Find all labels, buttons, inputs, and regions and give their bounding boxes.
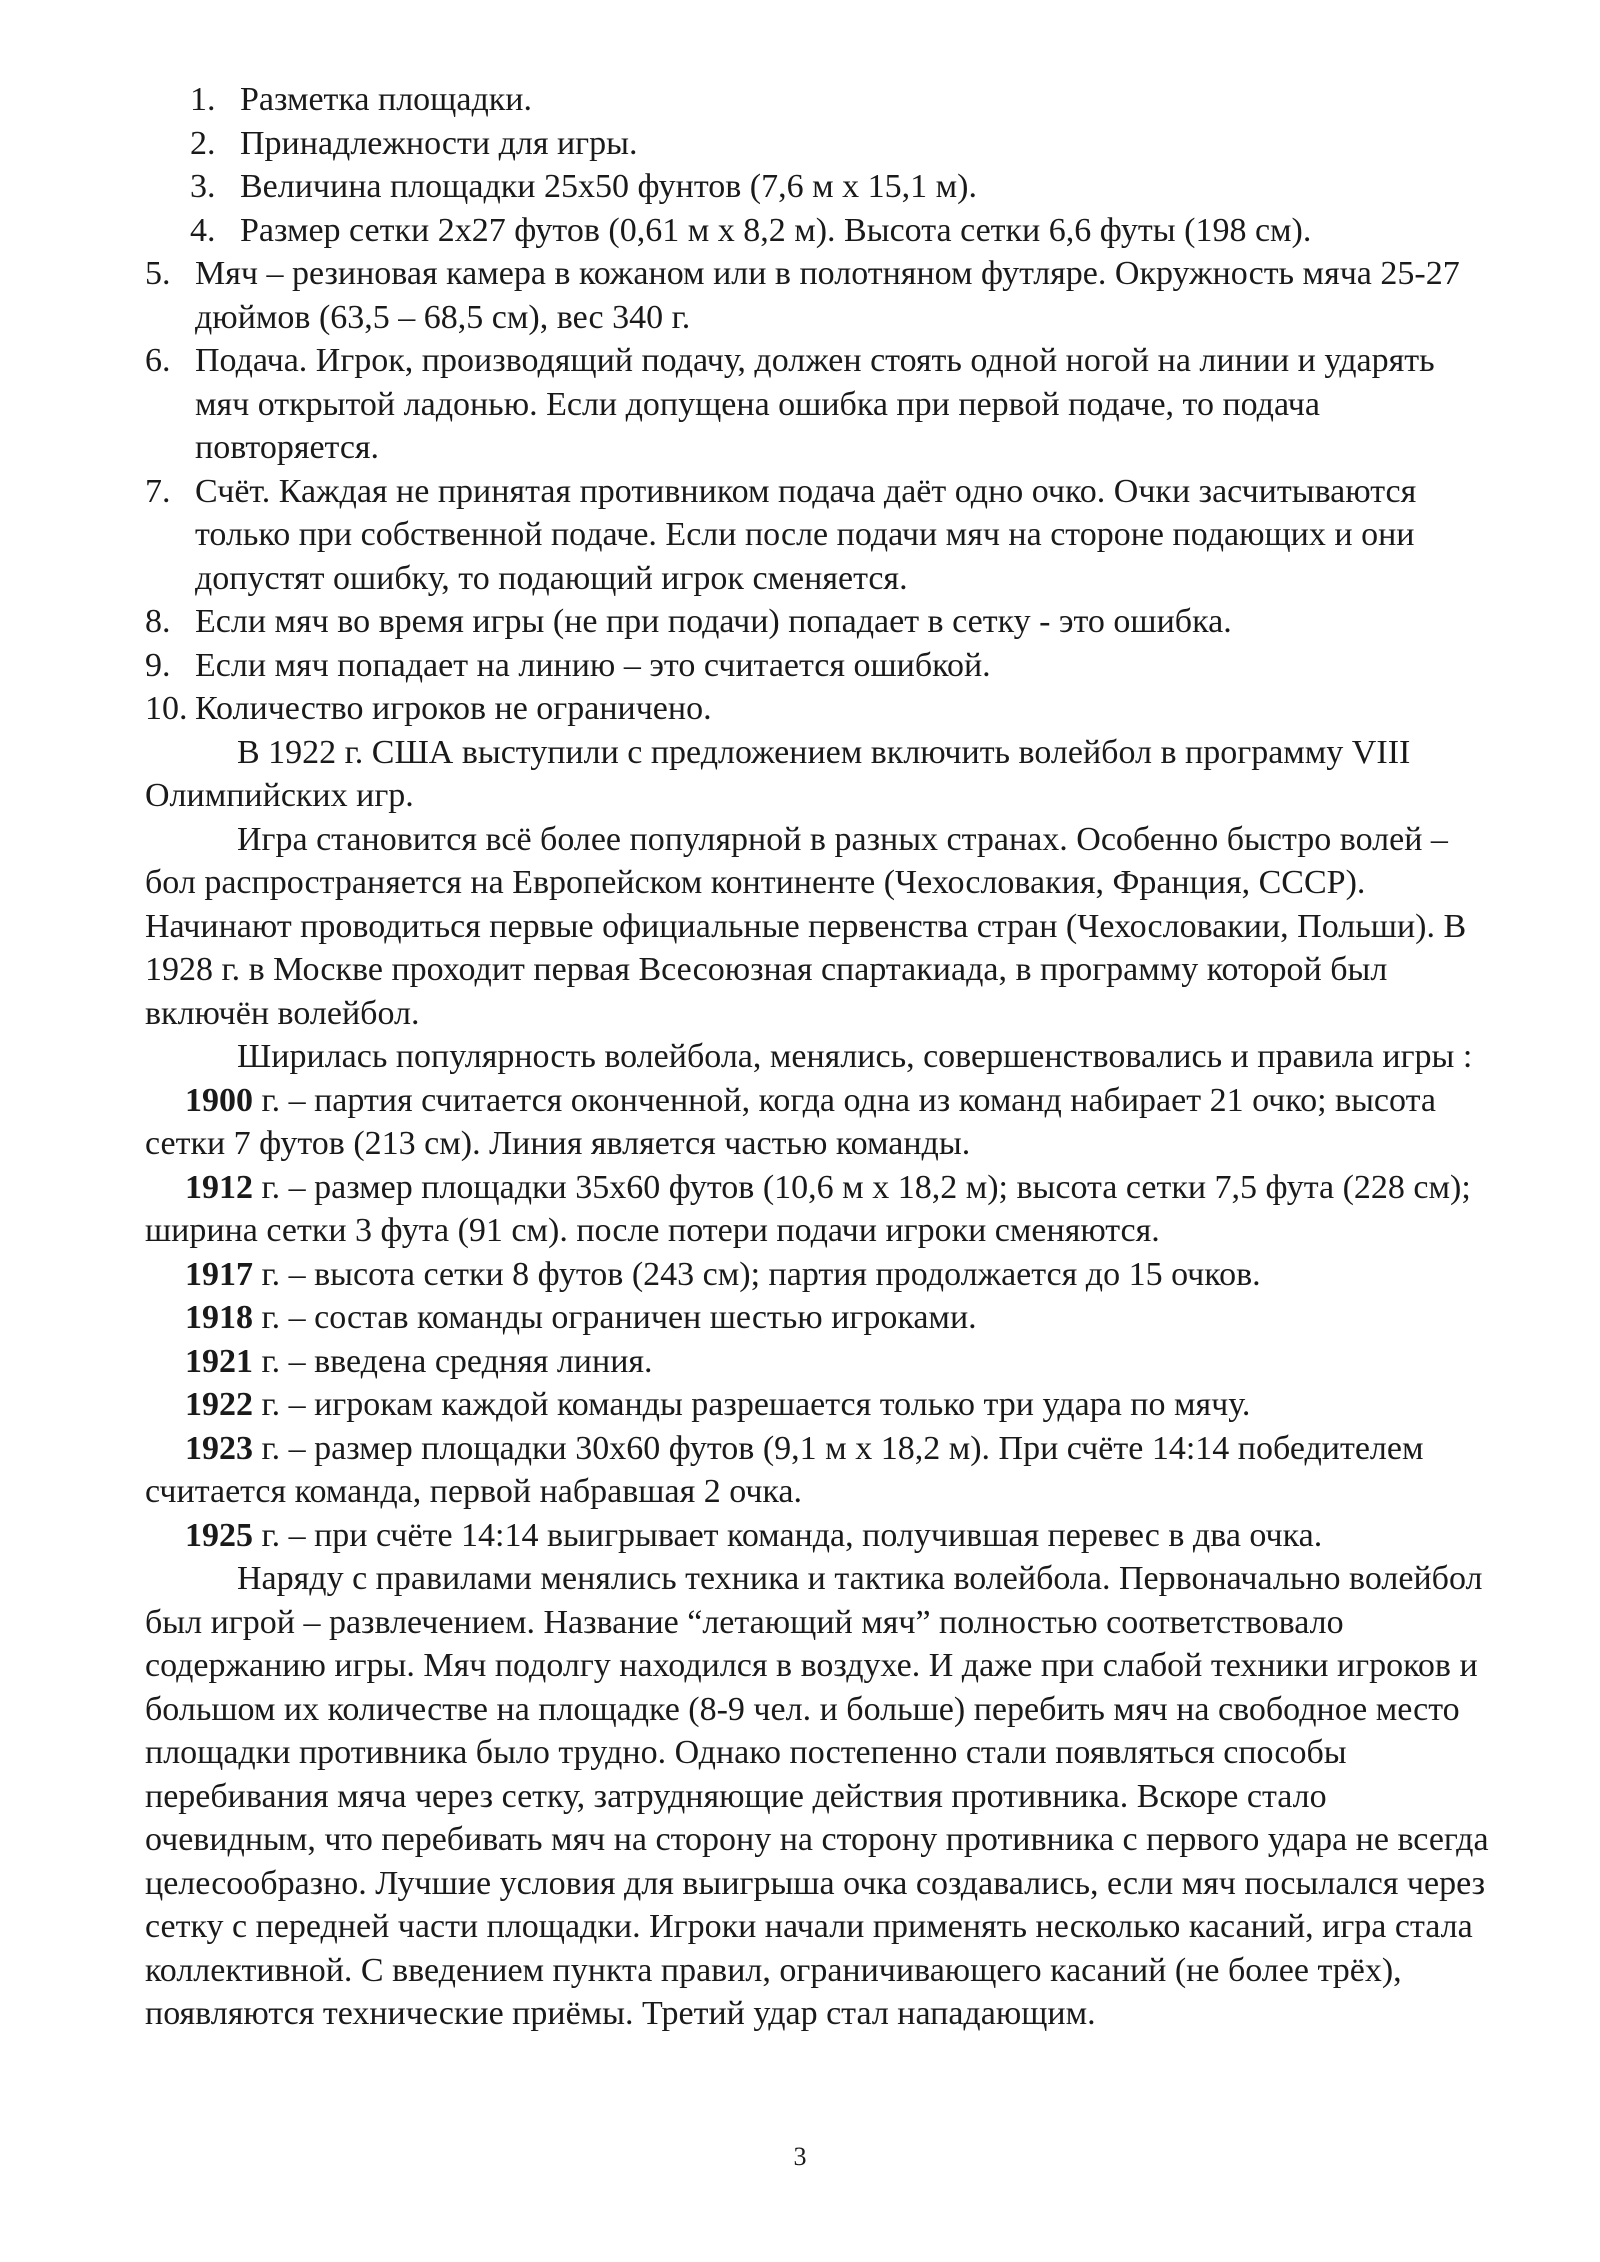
list-item (145, 252, 1490, 339)
list-item (145, 165, 1490, 209)
timeline-text: г. – игрокам каждой команды разрешается только три удара по мячу. (253, 1386, 1251, 1423)
timeline-text: г. – партия считается оконченной, когда одна из команд набирает 21 очко; высота сетки 7 футов (213 см). Линия является частью команды. (145, 1081, 1436, 1162)
list-item-text: Разметка площадки. (240, 81, 532, 118)
list-item-number: 1. (190, 81, 216, 118)
list-item-number: 7. (145, 472, 171, 510)
page-number: 3 (793, 2142, 807, 2171)
timeline-year: 1925 (185, 1516, 253, 1554)
list-item-number: 4. (190, 211, 216, 249)
timeline-year: 1917 (185, 1255, 253, 1293)
list-item-text: Принадлежности для игры. (240, 124, 638, 162)
timeline-text: г. – состав команды ограничен шестью игроками. (253, 1299, 977, 1336)
paragraph-olympics: В 1922 г. США выступили с предложением включить волейбол в программу VIII Олимпийских игр. (145, 733, 1411, 814)
list-item (145, 644, 1490, 688)
list-item (145, 78, 1490, 122)
timeline-entry (145, 1340, 1490, 1384)
timeline-year: 1912 (185, 1168, 253, 1206)
list-item-text: Счёт. Каждая не принятая противником подача даёт одно очко. Очки засчитываются только при собственной подаче. Если после подачи мяч на стороне подающих и они допустят ошибку, то подающий игрок сменяется. (195, 472, 1417, 597)
list-item-text: Подача. Игрок, производящий подачу, должен стоять одной ногой на линии и ударять мяч открытой ладонью. Если допущена ошибка при первой подаче, то подача повторяется. (195, 342, 1435, 466)
list-item (145, 209, 1490, 253)
timeline-entry (145, 1079, 1490, 1166)
list-item (145, 600, 1490, 644)
list-item-text: Если мяч попадает на линию – это считается ошибкой. (195, 646, 991, 684)
timeline-text: г. – размер площадки 30х60 футов (9,1 м х 18,2 м). При счёте 14:14 победителем считается команда, первой набравшая 2 очка. (145, 1429, 1424, 1510)
timeline-text: г. – введена средняя линия. (253, 1342, 653, 1380)
timeline-text: г. – размер площадки 35х60 футов (10,6 м х 18,2 м); высота сетки 7,5 фута (228 см); ширина сетки 3 фута (91 см). после потери подачи игроки сменяются. (145, 1168, 1471, 1249)
list-item-number: 2. (190, 124, 216, 162)
timeline-text: г. – высота сетки 8 футов (243 см); партия продолжается до 15 очков. (253, 1255, 1261, 1293)
list-item (145, 470, 1490, 601)
paragraph-technique: Наряду с правилами менялись техника и тактика волейбола. Первоначально волейбол был игрой – развлечением. Название “летающий мяч” полностью соответствовало содержанию игры. Мяч подолгу находился в воздухе. И даже при слабой техники игроков и большом их количестве на площадке (8-9 чел. и больше) перебить мяч на свободное место площадки противника было трудно. Однако постепенно стали появляться способы перебивания мяча через сетку, затрудняющие действия противника. Вскоре стало очевидным, что перебивать мяч на сторону на сторону противника с первого удара не всегда целесообразно. Лучшие условия для выигрыша очка создавались, если мяч посылался через сетку с передней части площадки. Игроки начали применять несколько касаний, игра стала коллективной. С введением пункта правил, ограничивающего касаний (не более трёх), появляются технические приёмы. Третий удар стал нападающим. (145, 1560, 1489, 2032)
list-item (145, 687, 1490, 731)
paragraph-rules-intro: Ширилась популярность волейбола, менялись, совершенствовались и правила игры : (237, 1038, 1473, 1075)
timeline-entry (145, 1427, 1490, 1514)
document-page (145, 78, 1490, 2036)
list-item-number: 9. (145, 646, 171, 684)
list-item-text: Если мяч во время игры (не при подачи) попадает в сетку - это ошибка. (195, 603, 1232, 640)
list-item-text: Мяч – резиновая камера в кожаном или в полотняном футляре. Окружность мяча 25-27 дюймов (63,5 – 68,5 см), вес 340 г. (195, 255, 1460, 336)
timeline-text: г. – при счёте 14:14 выигрывает команда, получившая перевес в два очка. (253, 1516, 1323, 1554)
list-item-text: Размер сетки 2х27 футов (0,61 м х 8,2 м). Высота сетки 6,6 футы (198 см). (240, 211, 1312, 249)
timeline-entry (145, 1383, 1490, 1427)
timeline-entry (145, 1253, 1490, 1297)
list-item-number: 5. (145, 255, 171, 292)
timeline-entry (145, 1166, 1490, 1253)
list-item-text: Величина площадки 25х50 фунтов (7,6 м х 15,1 м). (240, 168, 977, 205)
numbered-list (145, 252, 1490, 731)
list-item-number: 8. (145, 603, 171, 640)
timeline-year: 1922 (185, 1386, 253, 1423)
list-item (145, 122, 1490, 166)
timeline-year: 1900 (185, 1081, 253, 1119)
timeline-entry (145, 1296, 1490, 1340)
rules-timeline (145, 1079, 1490, 1558)
timeline-year: 1918 (185, 1299, 253, 1336)
list-item-number: 3. (190, 168, 216, 205)
list-item-number: 6. (145, 342, 171, 379)
timeline-entry (145, 1514, 1490, 1558)
numbered-list-indented (145, 78, 1490, 252)
list-item-number: 10. (145, 690, 188, 727)
list-item-text: Количество игроков не ограничено. (195, 690, 712, 727)
timeline-year: 1923 (185, 1429, 253, 1467)
timeline-year: 1921 (185, 1342, 253, 1380)
list-item (145, 339, 1490, 470)
paragraph-popularity: Игра становится всё более популярной в разных странах. Особенно быстро волей – бол распространяется на Европейском континенте (Чехословакия, Франция, СССР). Начинают проводиться первые официальные первенства стран (Чехословакии, Польши). В 1928 г. в Москве проходит первая Всесоюзная спартакиада, в программу которой был включён волейбол. (145, 820, 1467, 1032)
